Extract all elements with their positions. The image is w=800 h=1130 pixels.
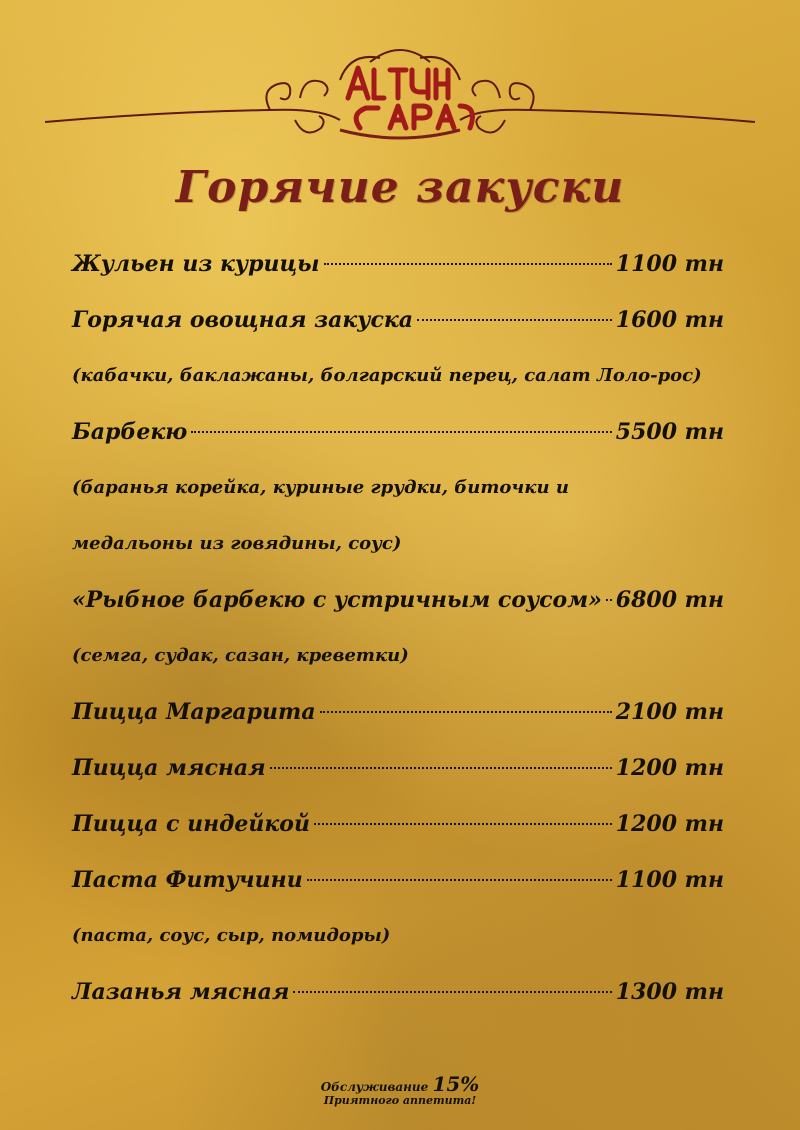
menu-item-description: (семга, судак, сазан, креветки) [72,645,409,666]
leader-dots [324,263,612,265]
menu-item [72,684,724,740]
leader-dots [293,991,611,993]
ornamental-logo-icon [40,40,760,150]
menu-item-price: 1600 тн [615,307,724,333]
menu-item [72,292,724,348]
menu-item-name: Горячая овощная закуска [72,307,413,333]
service-label: Обслуживание [320,1080,429,1094]
menu-item [72,572,724,628]
menu-item-description: (баранья корейка, куриные грудки, биточки и медальоны из говядины, соус) [72,477,569,554]
menu-item-name: Жульен из курицы [72,251,320,277]
menu-item [72,404,724,460]
service-value: 15% [432,1072,480,1096]
menu-item-name: Барбекю [72,419,188,445]
page-title: Горячие закуски [175,162,625,213]
menu-item [72,852,724,908]
menu-item [72,740,724,796]
menu-item-description: (кабачки, баклажаны, болгарский перец, салат Лоло-рос) [72,365,702,386]
leader-dots [314,823,612,825]
menu-item-price: 1100 тн [615,867,724,893]
menu-item-name: «Рыбное барбекю с устричным соусом» [72,587,602,613]
leader-dots [606,599,612,601]
menu-item-name: Пицца Маргарита [72,699,316,725]
menu-item-name: Пицца мясная [72,755,266,781]
menu-item [72,964,724,1020]
leader-dots [320,711,612,713]
service-charge [0,1072,800,1096]
menu-item-price: 1100 тн [615,251,724,277]
menu-item-description: (паста, соус, сыр, помидоры) [72,925,391,946]
menu-item-price: 1300 тн [615,979,724,1005]
leader-dots [191,431,612,433]
menu-item-price: 2100 тн [615,699,724,725]
menu-list [72,236,724,1020]
menu-item-name: Паста Фитучини [72,867,303,893]
footer-wish: Приятного аппетита! [323,1094,477,1107]
menu-item-name: Пицца с индейкой [72,811,310,837]
leader-dots [270,767,612,769]
menu-item [72,796,724,852]
footer [0,1072,800,1107]
leader-dots [307,879,612,881]
menu-item-price: 1200 тн [615,811,724,837]
menu-item [72,236,724,292]
menu-item-price: 6800 тн [615,587,724,613]
menu-item-price: 1200 тн [615,755,724,781]
menu-item-name: Лазанья мясная [72,979,290,1005]
menu-item-price: 5500 тн [615,419,724,445]
leader-dots [417,319,612,321]
